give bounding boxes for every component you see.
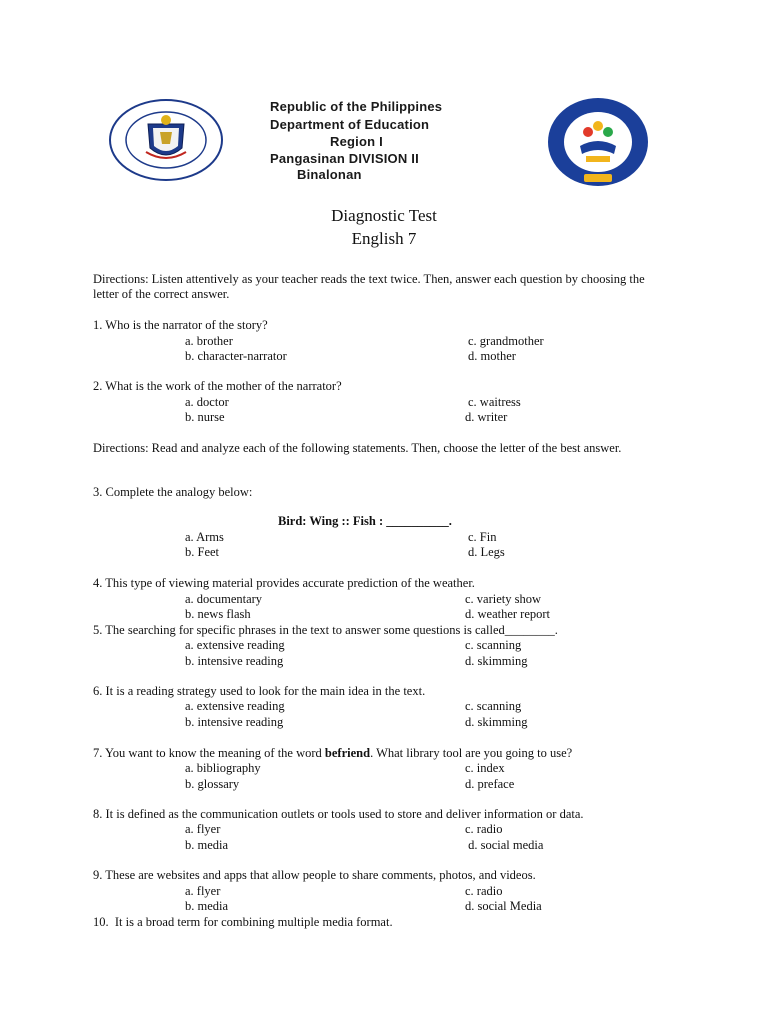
choice-8a: a. flyer: [185, 822, 221, 836]
question-5: 5. The searching for specific phrases in the text to answer some questions is called________.: [93, 623, 558, 637]
choice-5c: c. scanning: [465, 638, 522, 652]
choice-1b: b. character-narrator: [185, 349, 287, 363]
choice-8d: d. social media: [465, 838, 544, 852]
analogy-prompt: Bird: Wing :: Fish : __________.: [278, 514, 452, 528]
choice-1a: a. brother: [185, 334, 233, 348]
header-region: Region I: [330, 134, 383, 149]
test-title: Diagnostic Test: [331, 206, 437, 225]
question-7: [93, 746, 572, 761]
choice-3a: a. Arms: [185, 530, 224, 544]
choice-9b: b. media: [185, 899, 229, 913]
question-1: 1. Who is the narrator of the story?: [93, 318, 268, 332]
choice-5d: d. skimming: [465, 654, 528, 668]
choice-8c: c. radio: [465, 822, 503, 836]
choice-9a: a. flyer: [185, 884, 221, 898]
choice-7c: c. index: [465, 761, 505, 775]
test-subject: English 7: [351, 229, 417, 248]
directions-listening: Directions: Listen attentively as your teacher reads the text twice. Then, answer each question by choosing the letter of the correct answer.: [93, 272, 645, 301]
choice-3d: d. Legs: [468, 545, 505, 559]
question-9: 9. These are websites and apps that allow people to share comments, photos, and videos.: [93, 868, 536, 882]
division-seal-logo: [546, 96, 650, 188]
choice-2a: a. doctor: [185, 395, 229, 409]
header-department: Department of Education: [270, 117, 430, 132]
choice-4d: d. weather report: [465, 607, 551, 621]
question-2: 2. What is the work of the mother of the narrator?: [93, 379, 342, 393]
choice-2c: c. waitress: [468, 395, 521, 409]
choice-9d: d. social Media: [465, 899, 542, 913]
choice-1c: c. grandmother: [468, 334, 544, 348]
question-7-text-end: . What library tool are you going to use?: [370, 746, 573, 760]
question-4: 4. This type of viewing material provides accurate prediction of the weather.: [93, 576, 475, 590]
question-7-keyword: befriend: [324, 746, 371, 760]
choice-6a: a. extensive reading: [185, 699, 285, 713]
choice-7b: b. glossary: [185, 777, 240, 791]
question-10: 10. It is a broad term for combining multiple media format.: [93, 915, 393, 929]
choice-7a: a. bibliography: [185, 761, 261, 775]
question-6: 6. It is a reading strategy used to look for the main idea in the text.: [93, 684, 426, 698]
choice-6d: d. skimming: [465, 715, 528, 729]
question-8: 8. It is defined as the communication outlets or tools used to store and deliver information or data.: [93, 807, 584, 821]
choice-5b: b. intensive reading: [185, 654, 284, 668]
choice-8b: b. media: [185, 838, 229, 852]
choice-2b: b. nurse: [185, 410, 225, 424]
choice-3b: b. Feet: [185, 545, 220, 559]
deped-seal-logo: [108, 98, 224, 182]
choice-4b: b. news flash: [185, 607, 251, 621]
choice-6c: c. scanning: [465, 699, 522, 713]
directions-reading: Directions: Read and analyze each of the following statements. Then, choose the letter of the best answer.: [93, 441, 622, 455]
choice-7d: d. preface: [465, 777, 515, 791]
choice-4c: c. variety show: [465, 592, 542, 606]
choice-3c: c. Fin: [468, 530, 497, 544]
choice-9c: c. radio: [465, 884, 503, 898]
question-3: 3. Complete the analogy below:: [93, 485, 253, 499]
choice-5a: a. extensive reading: [185, 638, 285, 652]
choice-6b: b. intensive reading: [185, 715, 284, 729]
header-division: Pangasinan DIVISION II: [270, 151, 419, 166]
choice-1d: d. mother: [468, 349, 516, 363]
choice-4a: a. documentary: [185, 592, 263, 606]
header-republic: Republic of the Philippines: [270, 99, 443, 114]
question-7-text-start: 7. You want to know the meaning of the word: [93, 746, 325, 760]
header-municipality: Binalonan: [297, 167, 362, 182]
choice-2d: d. writer: [465, 410, 508, 424]
